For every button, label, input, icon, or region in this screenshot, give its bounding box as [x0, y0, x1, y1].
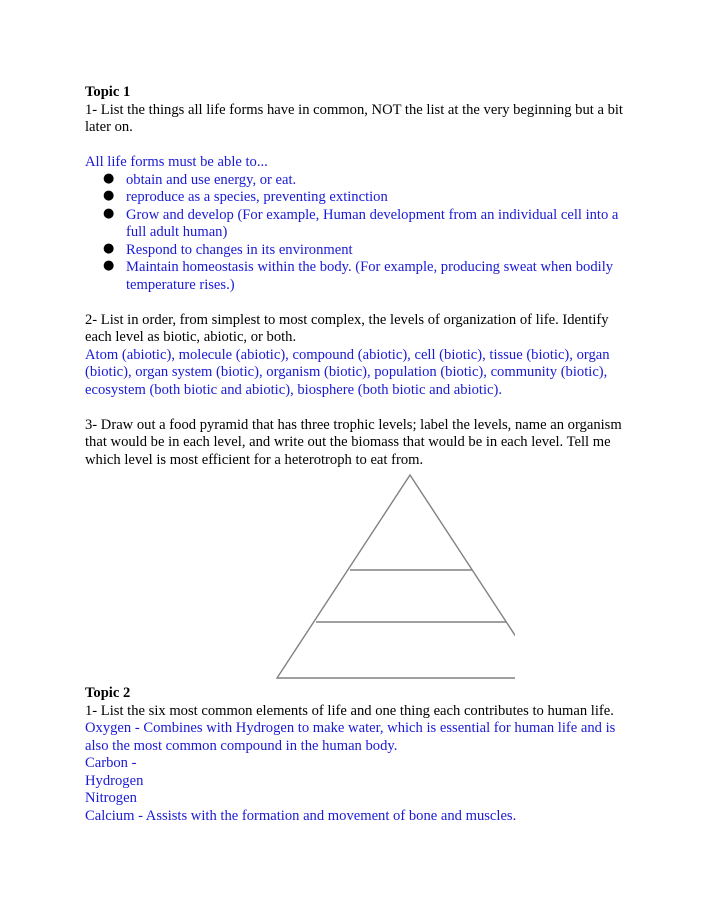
topic-2-heading: Topic 2 [85, 685, 131, 701]
topic-2-answer-carbon: Carbon - [85, 755, 137, 771]
list-item: ● reproduce as a species, preventing extinction [103, 188, 388, 205]
topic-1-heading: Topic 1 [85, 84, 131, 100]
bullet-icon: ● [103, 240, 115, 256]
topic-2-answer-nitrogen: Nitrogen [85, 790, 137, 806]
topic-1-question-3: 3- Draw out a food pyramid that has three trophic levels; label the levels, name an organism that would be in each level, and write out the biomass that would be in each level. Tell me which level is most efficient for a heterotroph to eat from. [85, 416, 622, 468]
list-item: ● Maintain homeostasis within the body. (For example, producing sweat when bodily temperature rises.) [103, 258, 614, 293]
bullet-icon: ● [103, 188, 115, 203]
document-page [85, 84, 633, 825]
topic-2-answer-calcium: Calcium - Assists with the formation and movement of bone and muscles. [85, 807, 517, 824]
list-item: ● obtain and use energy, or eat. [103, 170, 297, 188]
topic-2-answer-oxygen: Oxygen - Combines with Hydrogen to make water, which is essential for human life and is also the most common compound in the human body. [85, 720, 616, 754]
topic-1-answer-1-list [85, 172, 633, 295]
bullet-icon: ● [103, 170, 115, 186]
list-item: ● Grow and develop (For example, Human development from an individual cell into a full adult human) [103, 205, 619, 240]
topic-1-question-2: 2- List in order, from simplest to most complex, the levels of organization of life. Identify each level as biotic, abiotic, or both. [85, 311, 609, 345]
pyramid-outline [277, 475, 515, 678]
bullet-icon: ● [103, 258, 115, 273]
topic-1-question-1: 1- List the things all life forms have in common, NOT the list at the very beginning but a bit later on. [85, 101, 623, 135]
bullet-icon: ● [103, 205, 115, 221]
food-pyramid-drawing [275, 471, 515, 683]
topic-2-question-1: 1- List the six most common elements of life and one thing each contributes to human life. [85, 702, 614, 719]
topic-1-answer-1-intro: All life forms must be able to... [85, 154, 268, 170]
topic-1-answer-2: Atom (abiotic), molecule (abiotic), compound (abiotic), cell (biotic), tissue (biotic), organ (biotic), organ system (biotic), organism (biotic), population (biotic), community (biotic), ecosystem (both biotic and abiotic), biosphere (both biotic and abiotic). [85, 346, 610, 398]
topic-2-answer-hydrogen: Hydrogen [85, 772, 144, 789]
food-pyramid-figure [85, 471, 633, 685]
list-item: ● Respond to changes in its environment [103, 240, 353, 258]
